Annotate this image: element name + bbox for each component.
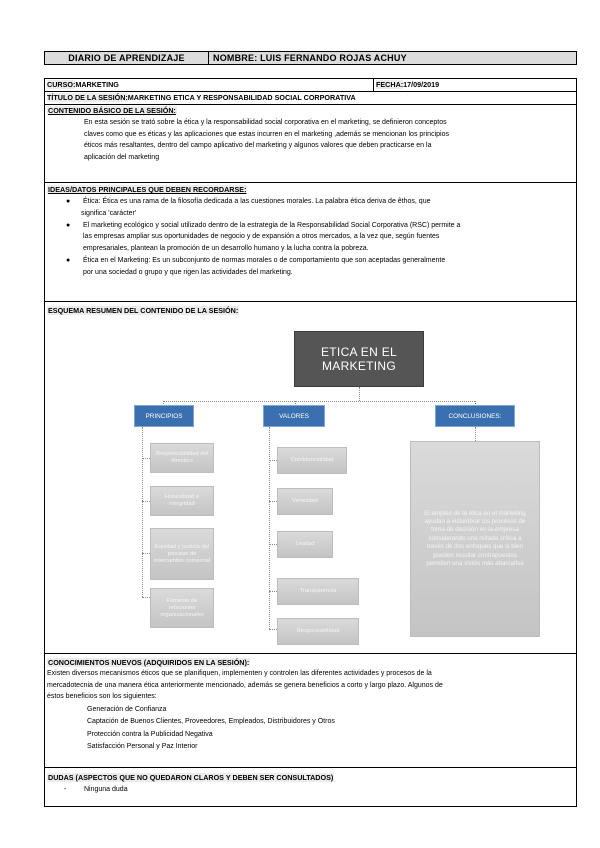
principio-item (150, 443, 214, 473)
contenido-line: En esta sesión se trató sobre la ética y la responsabilidad social corporativa en el marketing, se definieron conceptos (84, 119, 447, 126)
fecha-row (376, 80, 439, 89)
item-label: El empleo de la ética en el marketing ayudan a vislumbrar los procesos de toma de decisión en la empresa considerando una mirada crítica a través de dos enfoques que si bien pueden resultar contrapuestos permiten una visión más abarcativa (424, 509, 526, 568)
connector (269, 427, 270, 629)
item-label: Lealtad (295, 541, 315, 547)
conocimientos-line: Existen diversos mecanismos éticos que se planifiquen, implementen y controlen las diferentes actividades y procesos de la (47, 670, 432, 677)
connector (359, 387, 360, 401)
list-item: Satisfacción Personal y Paz Interior (87, 743, 198, 751)
branch-principios (134, 405, 194, 427)
mind-map (44, 302, 577, 654)
connector (269, 460, 277, 461)
dudas-item-row (64, 786, 128, 793)
connector (142, 458, 150, 459)
principio-item (150, 486, 214, 516)
branch-valores (263, 405, 325, 427)
connector (142, 553, 150, 554)
connector (475, 427, 476, 441)
idea-line: Ética: Ética es una rama de la filosofía dedicada a las cuestiones morales. La palabra ética deriva de êthos, que (83, 198, 431, 205)
branch-label: CONCLUSIONES: (448, 412, 502, 420)
valor-item (277, 488, 333, 515)
branch-label: PRINCIPIOS (145, 412, 183, 420)
connector (269, 501, 277, 502)
esquema-title: ESQUEMA RESUMEN DEL CONTENIDO DE LA SESIÓN: (48, 306, 239, 315)
fecha-label: FECHA: (376, 80, 404, 89)
contenido-line: claves como que es éticas y las aplicaciones que estas incurren en el marketing ,además se mencionan los principios (84, 130, 449, 138)
root-node (294, 331, 424, 387)
list-item (47, 220, 575, 255)
connector (269, 629, 277, 630)
conclusion-item (410, 441, 540, 637)
idea-line: por una sociedad o grupo y que rigen las actividades del marketing. (83, 268, 293, 276)
fecha-value: 17/09/2019 (403, 80, 440, 89)
conocimientos-line: éstos beneficios son los siguientes: (47, 693, 157, 701)
fecha-divider (373, 78, 374, 91)
bullet-icon: ● (66, 221, 71, 229)
item-label: Responsabilidad (296, 628, 340, 634)
info-row-divider (44, 91, 577, 92)
branch-label: VALORES (279, 412, 309, 420)
list-item (47, 196, 575, 220)
curso-label: CURSO: (47, 80, 76, 89)
connector (269, 591, 277, 592)
item-label: Equidad y justicia del proceso de intercambio comercial (153, 543, 211, 564)
idea-line: Ética en el Marketing: Es un subconjunto de normas morales o de comportamiento que son aceptadas generalmente (83, 256, 446, 264)
titulo-row (47, 93, 356, 102)
dash-icon: - (64, 786, 67, 793)
contenido-line: éticos más resaltantes, dentro del campo aplicativo del marketing y algunos valores que deben practicarse en la (84, 142, 432, 150)
root-label: ETICA EN EL MARKETING (321, 345, 397, 373)
curso-row (47, 80, 119, 89)
ideas-title: IDEAS/DATOS PRINCIPALES QUE DEBEN RECORDARSE: (48, 185, 247, 194)
contenido-title: CONTENIDO BÁSICO DE LA SESIÓN: (48, 106, 176, 115)
connector (269, 544, 277, 545)
list-item: Generación de Confianza (87, 706, 167, 713)
idea-line: significa 'carácter' (81, 209, 137, 217)
conocimientos-text (47, 668, 575, 703)
item-label: Honestidad e integridad (164, 494, 200, 507)
item-label: Veracidad (292, 498, 318, 504)
item-label: Transparencia (299, 588, 337, 594)
diario-label: DIARIO DE APRENDIZAJE (68, 53, 185, 63)
connector (142, 501, 150, 502)
item-label: Fomento de relaciones organizacionales (160, 597, 204, 618)
dudas-title: DUDAS (ASPECTOS QUE NO QUEDARON CLAROS Y DEBEN SER CONSULTADOS) (48, 773, 334, 782)
valor-item (277, 618, 359, 645)
curso-value: MARKETING (75, 80, 119, 89)
idea-line: empresariales, plantean la promoción de un desarrollo humano y la lucha contra la pobreza. (83, 245, 369, 253)
connector (142, 427, 143, 597)
branch-conclusiones (435, 405, 515, 427)
principio-item (150, 528, 214, 580)
list-item (47, 255, 575, 279)
beneficios-list (47, 704, 575, 754)
valor-item (277, 531, 333, 558)
valor-item (277, 578, 359, 605)
bullet-icon: ● (66, 198, 71, 205)
header-diario (44, 51, 209, 65)
conocimientos-line: mercadotecnia de una manera ética anteriormente mencionado, además se genera beneficios a corto y largo plazo. Algunos de (47, 681, 443, 689)
ideas-list (47, 196, 575, 279)
header-nombre (208, 51, 577, 65)
contenido-text (84, 117, 574, 163)
nombre-label: NOMBRE: LUIS FERNANDO ROJAS ACHUY (213, 53, 407, 63)
contenido-line: aplicación del marketing (84, 153, 160, 161)
duda-item: Ninguna duda (84, 786, 128, 793)
titulo-value: MARKETING ETICA Y RESPONSABILIDAD SOCIAL CORPORATIVA (127, 93, 356, 102)
item-label: Responsabilidad del directivo (155, 451, 209, 464)
list-item: Captación de Buenos Clientes, Proveedores, Empleados, Distribuidores y Otros (87, 718, 335, 726)
connector (163, 401, 475, 402)
titulo-label: TÍTULO DE LA SESIÓN: (47, 93, 128, 102)
item-label: Confidencialidad (290, 457, 334, 463)
connector (142, 597, 150, 598)
principio-item (150, 588, 214, 628)
bullet-icon: ● (66, 256, 71, 264)
valor-item (277, 447, 347, 474)
idea-line: las empresas ampliar sus oportunidades de negocio y de expansión a otros mercados, a la vez que, según fuentes (83, 233, 440, 241)
conocimientos-title: CONOCIMIENTOS NUEVOS (ADQUIRIDOS EN LA SESIÓN): (48, 658, 250, 667)
idea-line: El marketing ecológico y social utilizado dentro de la estrategia de la Responsabilidad Social Corporativa (RSC) permite a (83, 221, 461, 229)
list-item: Protección contra la Publicidad Negativa (87, 730, 213, 738)
